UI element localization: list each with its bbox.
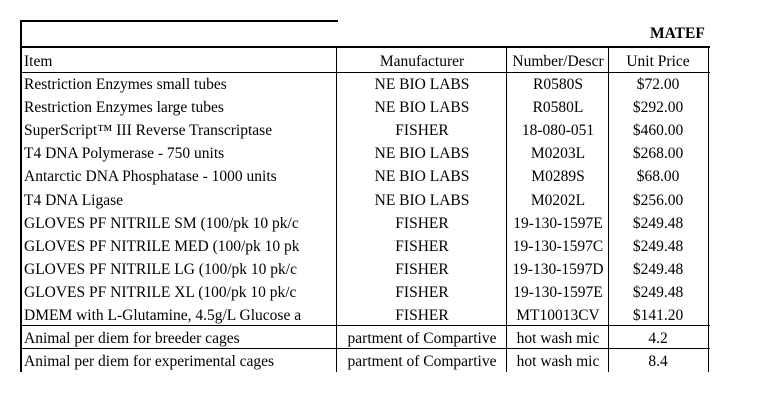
cell-number: MT10013CV	[516, 307, 600, 324]
cell-manufacturer: partment of Compartive	[347, 330, 497, 348]
cell-number: M0203L	[530, 145, 586, 163]
header-number: Number/Descr	[512, 53, 604, 70]
cell-item: SuperScript™ III Reverse Transcriptase	[24, 122, 273, 140]
cell-number: 18-080-051	[521, 122, 595, 140]
cell-manufacturer: FISHER	[395, 307, 449, 324]
cell-item: GLOVES PF NITRILE XL (100/pk 10 pk/c	[24, 283, 297, 301]
cell-unit-price: $460.00	[632, 122, 684, 140]
cell-manufacturer: FISHER	[395, 122, 449, 140]
cell-number: 19-130-1597E	[513, 214, 603, 232]
cell-unit-price: $68.00	[636, 168, 680, 186]
cell-item: Animal per diem for experimental cages	[24, 353, 275, 371]
cell-manufacturer: FISHER	[395, 237, 449, 255]
cell-number: hot wash mic	[516, 330, 600, 348]
grid-line	[608, 46, 609, 372]
grid-line	[506, 46, 507, 372]
cell-item: GLOVES PF NITRILE SM (100/pk 10 pk/c	[24, 214, 299, 232]
cell-number: 19-130-1597E	[513, 283, 603, 301]
cell-number: 19-130-1597C	[512, 237, 604, 255]
header-item: Item	[24, 53, 53, 70]
cell-number: R0580L	[532, 99, 584, 117]
grid-line	[20, 46, 710, 48]
cell-number: 19-130-1597D	[512, 260, 604, 278]
cell-item: Animal per diem for breeder cages	[24, 330, 240, 348]
grid-line	[20, 20, 22, 372]
cell-item: GLOVES PF NITRILE LG (100/pk 10 pk/c	[24, 260, 297, 278]
cell-number: M0289S	[531, 168, 585, 186]
cell-manufacturer: NE BIO LABS	[374, 145, 470, 163]
cell-item: Restriction Enzymes small tubes	[24, 76, 227, 93]
cell-unit-price: 4.2	[648, 330, 668, 348]
cell-item: T4 DNA Ligase	[24, 191, 124, 209]
header-manufacturer: Manufacturer	[379, 53, 465, 70]
cell-manufacturer: NE BIO LABS	[374, 76, 470, 93]
cell-manufacturer: NE BIO LABS	[374, 191, 470, 209]
cell-unit-price: $249.48	[632, 260, 684, 278]
cell-unit-price: $256.00	[632, 191, 684, 209]
grid-line	[708, 46, 709, 372]
cell-unit-price: $249.48	[632, 214, 684, 232]
cell-unit-price: $249.48	[632, 237, 684, 255]
cell-number: hot wash mic	[516, 353, 600, 371]
header-unit-price: Unit Price	[626, 53, 690, 70]
sheet-title: MATEF	[650, 25, 705, 42]
cell-manufacturer: NE BIO LABS	[374, 168, 470, 186]
cell-number: M0202L	[530, 191, 586, 209]
cell-manufacturer: FISHER	[395, 214, 449, 232]
grid-line	[336, 46, 337, 372]
cell-item: GLOVES PF NITRILE MED (100/pk 10 pk	[24, 237, 300, 255]
grid-line	[20, 348, 710, 349]
cell-unit-price: $292.00	[632, 99, 684, 117]
cell-manufacturer: FISHER	[395, 260, 449, 278]
cell-manufacturer: FISHER	[395, 283, 449, 301]
cell-item: Restriction Enzymes large tubes	[24, 99, 224, 117]
cell-manufacturer: NE BIO LABS	[374, 99, 470, 117]
cell-number: R0580S	[533, 76, 583, 93]
cell-item: T4 DNA Polymerase - 750 units	[24, 145, 225, 163]
cell-unit-price: $249.48	[632, 283, 684, 301]
grid-line	[20, 20, 338, 22]
cell-unit-price: $141.20	[632, 307, 684, 324]
cell-item: Antarctic DNA Phosphatase - 1000 units	[24, 168, 277, 186]
cell-item: DMEM with L-Glutamine, 4.5g/L Glucose a	[24, 307, 302, 324]
grid-line	[20, 72, 710, 73]
cell-unit-price: 8.4	[648, 353, 668, 371]
grid-line	[20, 325, 710, 326]
cell-unit-price: $268.00	[632, 145, 684, 163]
cell-unit-price: $72.00	[636, 76, 680, 93]
cell-manufacturer: partment of Compartive	[347, 353, 497, 371]
